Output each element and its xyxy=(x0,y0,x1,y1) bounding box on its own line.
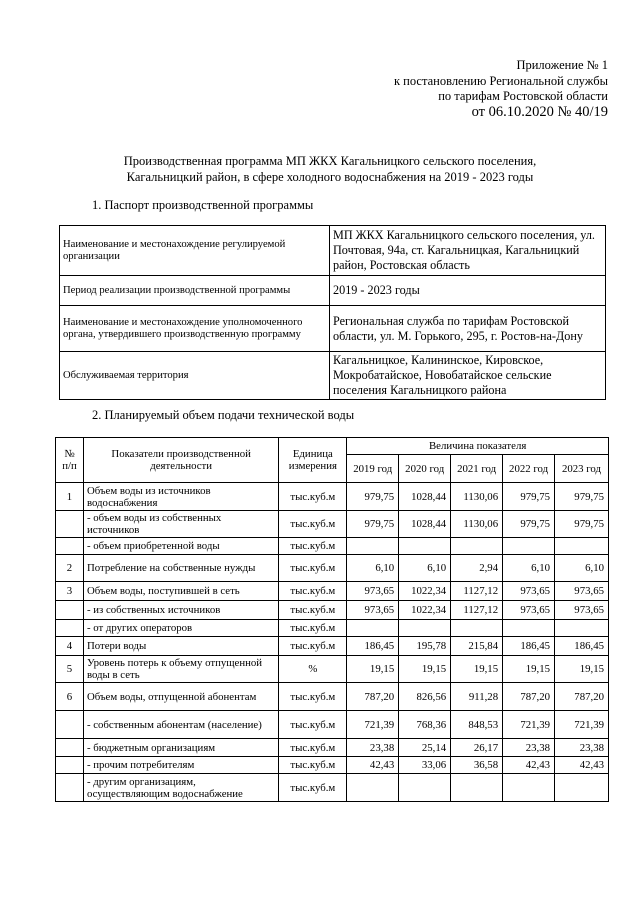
row-value: 6,10 xyxy=(347,555,399,582)
row-indicator: Объем воды, поступившей в сеть xyxy=(83,582,278,601)
title-line-1: Производственная программа МП ЖКХ Кагальницкого сельского поселения, xyxy=(123,154,537,168)
passport-row xyxy=(60,226,606,276)
row-value: 33,06 xyxy=(399,757,451,774)
row-num xyxy=(56,511,84,538)
row-value: 6,10 xyxy=(399,555,451,582)
table-row xyxy=(56,683,609,711)
row-value: 911,28 xyxy=(451,683,503,711)
table-row xyxy=(56,555,609,582)
row-value: 1130,06 xyxy=(451,483,503,511)
table-row xyxy=(56,511,609,538)
row-value: 721,39 xyxy=(503,711,555,739)
row-value: 973,65 xyxy=(347,601,399,620)
passport-row xyxy=(60,276,606,306)
table-row xyxy=(56,637,609,656)
row-num xyxy=(56,757,84,774)
row-unit: тыс.куб.м xyxy=(279,757,347,774)
row-value: 2,94 xyxy=(451,555,503,582)
row-value: 186,45 xyxy=(555,637,609,656)
passport-label: Наименование и местонахождение уполномоченного органа, утвердившего производственную программу xyxy=(60,306,330,352)
row-indicator: Объем воды, отпущенной абонентам xyxy=(83,683,278,711)
row-value xyxy=(399,538,451,555)
header-value-group: Величина показателя xyxy=(347,438,609,455)
row-num xyxy=(56,538,84,555)
row-indicator: - объем воды из собственных источников xyxy=(83,511,278,538)
row-num: 2 xyxy=(56,555,84,582)
row-value: 973,65 xyxy=(347,582,399,601)
row-value xyxy=(503,620,555,637)
header-year: 2022 год xyxy=(503,455,555,483)
header-unit: Единица измерения xyxy=(279,438,347,483)
row-value: 186,45 xyxy=(503,637,555,656)
row-value: 42,43 xyxy=(555,757,609,774)
row-value: 979,75 xyxy=(503,511,555,538)
row-value: 23,38 xyxy=(347,739,399,757)
passport-row xyxy=(60,306,606,352)
row-value: 186,45 xyxy=(347,637,399,656)
row-indicator: - из собственных источников xyxy=(83,601,278,620)
row-value: 848,53 xyxy=(451,711,503,739)
row-value: 979,75 xyxy=(555,511,609,538)
table-row xyxy=(56,774,609,802)
table-row xyxy=(56,757,609,774)
row-value: 1028,44 xyxy=(399,483,451,511)
row-indicator: - бюджетным организациям xyxy=(83,739,278,757)
row-unit: тыс.куб.м xyxy=(279,582,347,601)
row-value: 1130,06 xyxy=(451,511,503,538)
row-value xyxy=(451,620,503,637)
appendix-header xyxy=(394,58,608,120)
row-value: 979,75 xyxy=(555,483,609,511)
row-indicator: - прочим потребителям xyxy=(83,757,278,774)
appendix-line-3: по тарифам Ростовской области xyxy=(438,89,608,103)
passport-table xyxy=(59,225,606,400)
row-num: 5 xyxy=(56,656,84,683)
table-row xyxy=(56,538,609,555)
row-value: 42,43 xyxy=(347,757,399,774)
row-num: 1 xyxy=(56,483,84,511)
row-value xyxy=(503,774,555,802)
row-indicator: - объем приобретенной воды xyxy=(83,538,278,555)
header-num: № п/п xyxy=(56,438,84,483)
row-num: 6 xyxy=(56,683,84,711)
appendix-date: от 06.10.2020 № 40/19 xyxy=(471,103,608,120)
row-value: 973,65 xyxy=(503,582,555,601)
row-value xyxy=(347,538,399,555)
section-1-heading: 1. Паспорт производственной программы xyxy=(92,198,314,212)
volume-table xyxy=(55,437,609,802)
section-2-heading: 2. Планируемый объем подачи технической воды xyxy=(92,408,355,422)
row-unit: тыс.куб.м xyxy=(279,555,347,582)
row-num xyxy=(56,620,84,637)
row-value xyxy=(555,774,609,802)
row-value xyxy=(451,774,503,802)
passport-value: Региональная служба по тарифам Ростовской области, ул. М. Горького, 295, г. Ростов-на-Дону xyxy=(330,306,606,352)
row-value xyxy=(451,538,503,555)
row-value: 826,56 xyxy=(399,683,451,711)
row-value: 721,39 xyxy=(347,711,399,739)
row-value: 25,14 xyxy=(399,739,451,757)
row-value: 1028,44 xyxy=(399,511,451,538)
row-value: 19,15 xyxy=(399,656,451,683)
row-value: 6,10 xyxy=(555,555,609,582)
row-value: 1127,12 xyxy=(451,601,503,620)
row-value xyxy=(347,774,399,802)
row-value: 23,38 xyxy=(555,739,609,757)
appendix-line-1: Приложение № 1 xyxy=(516,58,608,72)
row-value: 973,65 xyxy=(503,601,555,620)
title-line-2: Кагальницкий район, в сфере холодного водоснабжения на 2019 - 2023 годы xyxy=(126,170,534,184)
row-indicator: - от других операторов xyxy=(83,620,278,637)
row-value: 26,17 xyxy=(451,739,503,757)
table-row xyxy=(56,656,609,683)
passport-value: МП ЖКХ Кагальницкого сельского поселения, ул. Почтовая, 94а, ст. Кагальницкая, Кагальницкий район, Ростовская область xyxy=(330,226,606,276)
row-num xyxy=(56,739,84,757)
passport-label: Обслуживаемая территория xyxy=(60,352,330,400)
row-num xyxy=(56,711,84,739)
row-unit: тыс.куб.м xyxy=(279,511,347,538)
row-indicator: Уровень потерь к объему отпущенной воды в сеть xyxy=(83,656,278,683)
table-row xyxy=(56,620,609,637)
row-value: 215,84 xyxy=(451,637,503,656)
row-indicator: Потребление на собственные нужды xyxy=(83,555,278,582)
row-indicator: Объем воды из источников водоснабжения xyxy=(83,483,278,511)
row-value: 36,58 xyxy=(451,757,503,774)
passport-row xyxy=(60,352,606,400)
row-value: 19,15 xyxy=(451,656,503,683)
row-value: 979,75 xyxy=(347,511,399,538)
header-year: 2021 год xyxy=(451,455,503,483)
row-value: 979,75 xyxy=(347,483,399,511)
row-unit: тыс.куб.м xyxy=(279,683,347,711)
document-title xyxy=(60,153,600,185)
row-unit: тыс.куб.м xyxy=(279,620,347,637)
row-value: 973,65 xyxy=(555,601,609,620)
row-value: 979,75 xyxy=(503,483,555,511)
row-indicator: - другим организациям, осуществляющим водоснабжение xyxy=(83,774,278,802)
row-value: 23,38 xyxy=(503,739,555,757)
row-value: 973,65 xyxy=(555,582,609,601)
header-year: 2019 год xyxy=(347,455,399,483)
row-num: 4 xyxy=(56,637,84,656)
row-value: 768,36 xyxy=(399,711,451,739)
row-num xyxy=(56,601,84,620)
row-unit: тыс.куб.м xyxy=(279,538,347,555)
row-value: 19,15 xyxy=(503,656,555,683)
row-unit: тыс.куб.м xyxy=(279,637,347,656)
row-value: 6,10 xyxy=(503,555,555,582)
row-value xyxy=(555,538,609,555)
row-value xyxy=(503,538,555,555)
row-value: 721,39 xyxy=(555,711,609,739)
table-row xyxy=(56,582,609,601)
row-value: 19,15 xyxy=(347,656,399,683)
row-unit: тыс.куб.м xyxy=(279,774,347,802)
row-num xyxy=(56,774,84,802)
row-value xyxy=(555,620,609,637)
passport-label: Наименование и местонахождение регулируемой организации xyxy=(60,226,330,276)
row-value: 1022,34 xyxy=(399,601,451,620)
row-value: 1127,12 xyxy=(451,582,503,601)
row-value xyxy=(399,774,451,802)
row-value xyxy=(347,620,399,637)
row-unit: тыс.куб.м xyxy=(279,739,347,757)
row-unit: тыс.куб.м xyxy=(279,601,347,620)
table-row xyxy=(56,483,609,511)
row-value: 195,78 xyxy=(399,637,451,656)
row-value: 19,15 xyxy=(555,656,609,683)
row-value: 1022,34 xyxy=(399,582,451,601)
row-num: 3 xyxy=(56,582,84,601)
appendix-line-2: к постановлению Региональной службы xyxy=(393,73,608,88)
passport-value: Кагальницкое, Калининское, Кировское, Мокробатайское, Новобатайское сельские поселения Кагальницкого района xyxy=(330,352,606,400)
header-year: 2020 год xyxy=(399,455,451,483)
row-unit: тыс.куб.м xyxy=(279,711,347,739)
header-indicator: Показатели производственной деятельности xyxy=(83,438,278,483)
header-year: 2023 год xyxy=(555,455,609,483)
table-row xyxy=(56,601,609,620)
row-value xyxy=(399,620,451,637)
table-row xyxy=(56,711,609,739)
row-value: 787,20 xyxy=(347,683,399,711)
row-unit: тыс.куб.м xyxy=(279,483,347,511)
row-value: 787,20 xyxy=(503,683,555,711)
row-indicator: - собственным абонентам (население) xyxy=(83,711,278,739)
table-row xyxy=(56,739,609,757)
passport-label: Период реализации производственной программы xyxy=(60,276,330,306)
passport-value: 2019 - 2023 годы xyxy=(330,276,606,306)
row-value: 42,43 xyxy=(503,757,555,774)
row-unit: % xyxy=(279,656,347,683)
row-value: 787,20 xyxy=(555,683,609,711)
row-indicator: Потери воды xyxy=(83,637,278,656)
